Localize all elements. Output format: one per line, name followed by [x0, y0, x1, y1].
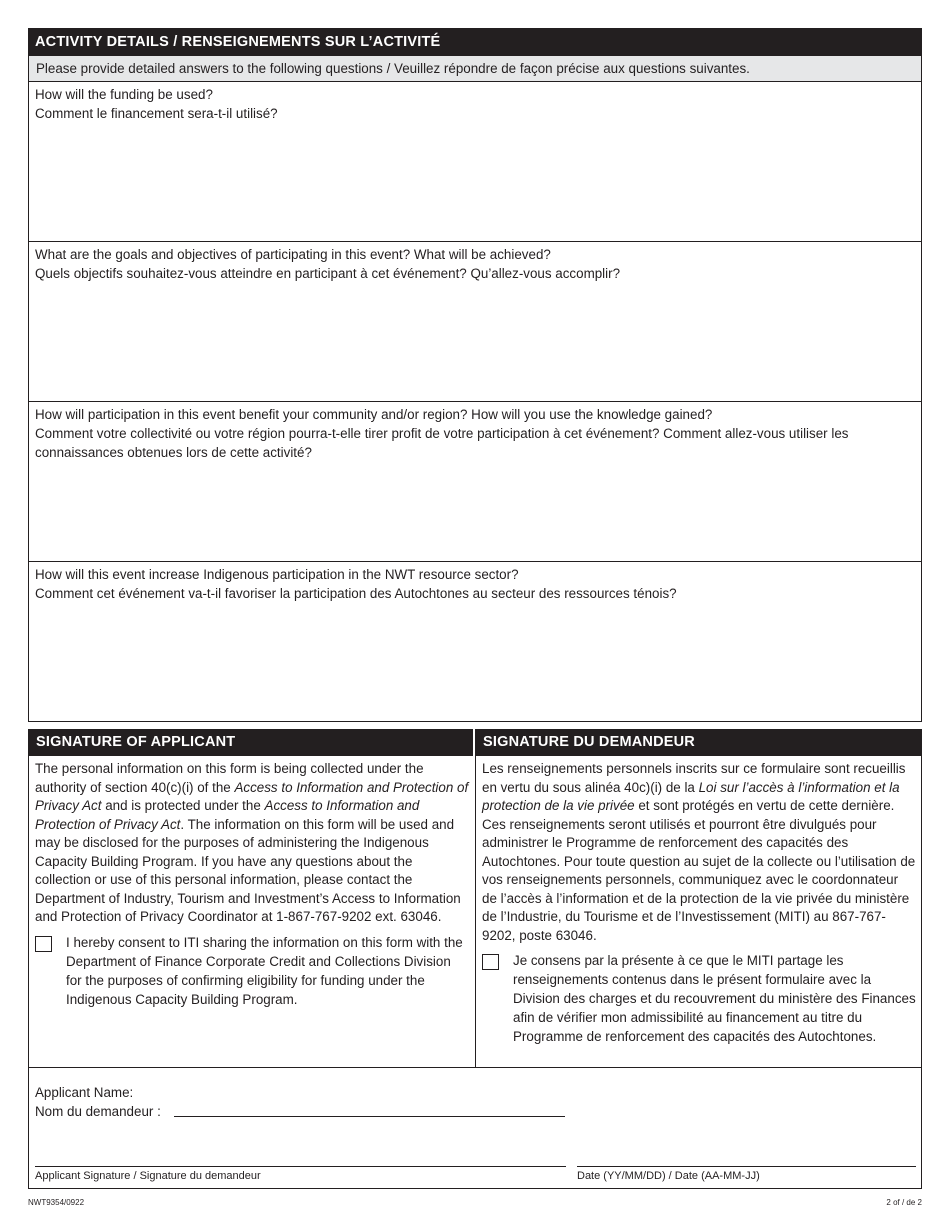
- consent-checkbox-fr[interactable]: [482, 954, 499, 970]
- applicant-signature-field[interactable]: [35, 1166, 566, 1167]
- activity-instructions: Please provide detailed answers to the following questions / Veuillez répondre de façon précise aux questions suivantes.: [28, 56, 922, 82]
- signature-french-column: [476, 729, 922, 1067]
- activity-details-header: ACTIVITY DETAILS / RENSEIGNEMENTS SUR L’ACTIVITÉ: [28, 28, 922, 56]
- signature-section: [28, 729, 922, 1189]
- consent-en: [29, 933, 475, 1009]
- activity-details-section: [28, 28, 922, 722]
- applicant-name-label: Applicant Name: Nom du demandeur :: [35, 1085, 161, 1119]
- consent-checkbox-en[interactable]: [35, 936, 52, 952]
- date-field[interactable]: [577, 1166, 916, 1167]
- question-goals-objectives: [28, 242, 922, 402]
- applicant-name-field[interactable]: [174, 1116, 565, 1117]
- applicant-signature-area: [29, 1067, 921, 1188]
- answer-community-benefit[interactable]: [29, 466, 921, 561]
- question-text-en: What are the goals and objectives of participating in this event? What will be achieved?: [35, 247, 551, 262]
- consent-text-en: I hereby consent to ITI sharing the information on this form with the Department of Finance Corporate Credit and Collections Division for the purposes of confirming eligibility for funding under the Indigenous Capacity Building Program.: [66, 934, 463, 1007]
- question-indigenous-participation: [28, 562, 922, 722]
- privacy-notice-en: The personal information on this form is being collected under the authority of section 40(c)(i) of the Access to Information and Protection of Privacy Act and is protected under the Access to Information and Protection of Privacy Act. The information on this form will be used and may be disclosed for the purposes of administering the Indigenous Capacity Building Program. If you have any questions about the collection or use of this personal information, please contact the Department of Industry, Tourism and Investment’s Access to Information and Protection of Privacy Coordinator at 1-867-767-9202 ext. 63046.: [35, 761, 469, 924]
- signature-caption: Applicant Signature / Signature du demandeur: [35, 1170, 261, 1182]
- signature-of-applicant-header: SIGNATURE OF APPLICANT: [29, 729, 473, 756]
- date-caption: Date (YY/MM/DD) / Date (AA-MM-JJ): [577, 1170, 760, 1182]
- consent-text-fr: Je consens par la présente à ce que le MITI partage les renseignements contenus dans le présent formulaire avec la Division des charges et du recouvrement du ministère des Finances afin de vérifier mon admissibilité au financement au titre du Programme de renforcement des capacités des Autochtones.: [513, 953, 916, 1044]
- question-text-fr: Comment le financement sera-t-il utilisé?: [35, 106, 278, 121]
- question-text-en: How will participation in this event benefit your community and/or region? How will you use the knowledge gained?: [35, 407, 713, 422]
- page-number: 2 of / de 2: [886, 1198, 922, 1207]
- privacy-notice-fr: Les renseignements personnels inscrits sur ce formulaire sont recueillis en vertu du sous alinéa 40c)(i) de la Loi sur l’accès à l’information et la protection de la vie privée et sont protégés en vertu de cette dernière. Ces renseignements seront utilisés et pourront être divulgués pour administrer le Programme de renforcement des capacités des Autochtones. Pour toute question au sujet de la collecte ou l’utilisation de vos renseignements personnels, communiquez avec le coordonnateur de l’accès à l’information et de la protection de la vie privée du ministère de l’Industrie, du Tourisme et de l’Investissement (MITI) au 867-767-9202, poste 63046.: [482, 761, 916, 943]
- form-number: NWT9354/0922: [28, 1198, 85, 1207]
- answer-goals-objectives[interactable]: [29, 288, 921, 401]
- answer-funding-use[interactable]: [29, 128, 921, 241]
- question-text-fr: Comment cet événement va-t-il favoriser la participation des Autochtones au secteur des ressources ténois?: [35, 586, 677, 601]
- question-text-fr: Quels objectifs souhaitez-vous atteindre en participant à cet événement? Qu’allez-vous accomplir?: [35, 266, 621, 281]
- question-funding-use: [28, 82, 922, 242]
- question-text-en: How will the funding be used?: [35, 87, 213, 102]
- signature-english-column: [29, 729, 476, 1067]
- question-text-en: How will this event increase Indigenous participation in the NWT resource sector?: [35, 567, 519, 582]
- consent-fr: [476, 951, 922, 1046]
- question-text-fr: Comment votre collectivité ou votre région pourra-t-elle tirer profit de votre participation à cet événement? Comment allez-vous utiliser les connaissances obtenues lors de cette activité?: [35, 426, 849, 460]
- signature-du-demandeur-header: SIGNATURE DU DEMANDEUR: [476, 729, 922, 756]
- answer-indigenous-participation[interactable]: [29, 608, 921, 721]
- question-community-benefit: [28, 402, 922, 562]
